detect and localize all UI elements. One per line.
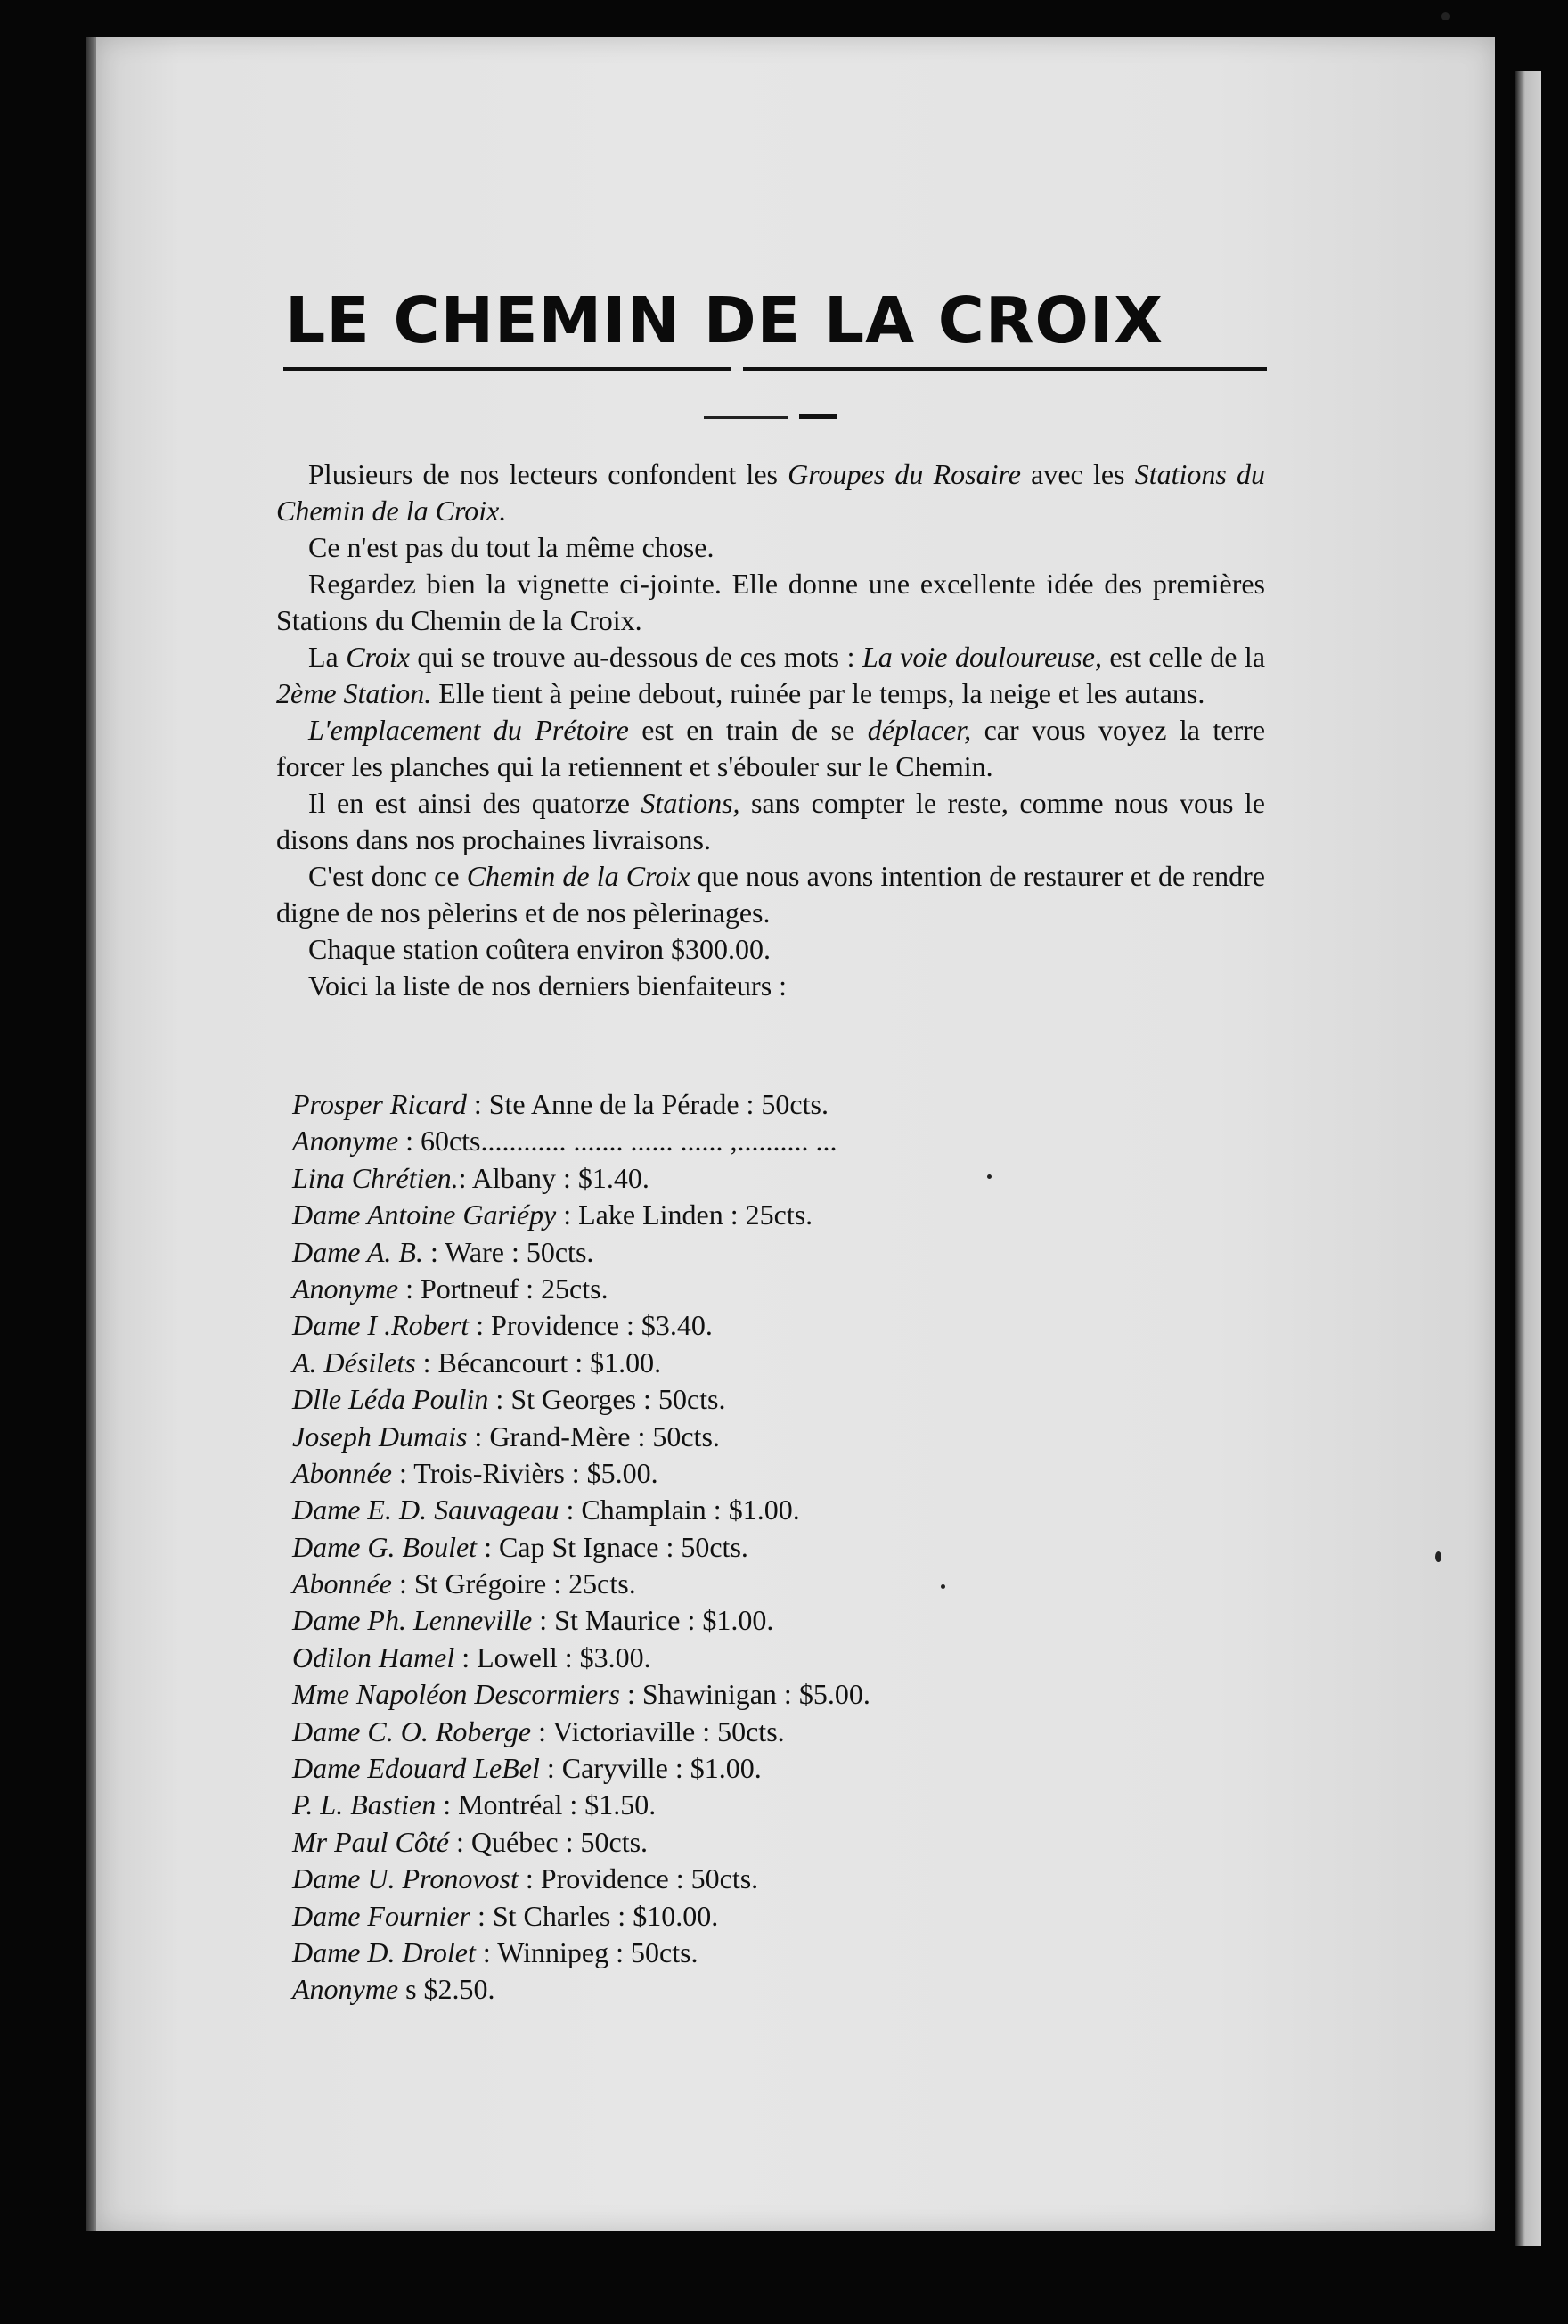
benefactor-place-amount: : Ste Anne de la Pérade : 50cts. [466, 1088, 829, 1120]
article-paragraph [276, 931, 1265, 968]
benefactor-row [292, 1345, 1272, 1381]
benefactor-row [292, 1455, 1272, 1492]
text-run: Regardez bien la vignette ci-jointe. Elle donne une excellente idée des premières Stations du Chemin de la Croix. [276, 568, 1265, 636]
benefactor-place-amount: : St Maurice : $1.00. [532, 1604, 774, 1637]
benefactor-place-amount: : Providence : 50cts. [518, 1862, 759, 1895]
benefactor-name: Dame E. D. Sauvageau [292, 1493, 559, 1526]
benefactor-name: Dame Antoine Gariépy [292, 1199, 557, 1232]
benefactor-place-amount: : Grand-Mère : 50cts. [467, 1420, 720, 1452]
benefactor-name: Mme Napoléon Descormiers [292, 1678, 620, 1711]
italic-phrase: Stations du Chemin de la Croix. [276, 458, 1266, 527]
benefactor-place-amount: : Albany : $1.40. [458, 1161, 649, 1194]
benefactor-row [292, 1935, 1272, 1971]
benefactor-name: Dame G. Boulet [292, 1530, 478, 1563]
benefactor-name: P. L. Bastien [292, 1788, 437, 1821]
section-divider-ornament [704, 414, 837, 420]
benefactor-name: Anonyme [292, 1272, 399, 1305]
benefactor-row [292, 1750, 1272, 1787]
article-body [276, 456, 1265, 1004]
benefactor-list [292, 1086, 1272, 2009]
benefactor-place-amount: : Trois-Rivièrs : $5.00. [391, 1456, 658, 1489]
benefactor-name: Abonnée [292, 1567, 392, 1600]
text-run: La [308, 641, 347, 673]
benefactor-place-amount: : Portneuf : 25cts. [398, 1272, 608, 1305]
benefactor-place-amount: : Victoriaville : 50cts. [531, 1714, 785, 1747]
text-run: est en train de se [628, 714, 868, 746]
benefactor-row [292, 1160, 1272, 1197]
benefactor-row [292, 1492, 1272, 1528]
text-run: est celle de la [1101, 641, 1266, 673]
text-run: qui se trouve au-dessous de ces mots : [409, 641, 862, 673]
benefactor-row [292, 1086, 1272, 1123]
benefactor-place-amount: : Lowell : $3.00. [454, 1641, 651, 1673]
text-run: Ce n'est pas du tout la même chose. [308, 531, 715, 563]
text-run: car vous voyez la terre forcer les planches qui la retiennent et s'ébouler sur le Chemin. [276, 714, 1266, 782]
benefactor-row [292, 1123, 1272, 1159]
benefactor-place-amount: : Providence : $3.40. [469, 1309, 713, 1342]
benefactor-name: Dame I .Robert [292, 1309, 470, 1342]
benefactor-name: Dame Fournier [292, 1899, 470, 1932]
benefactor-row [292, 1602, 1272, 1639]
benefactor-place-amount: : Montréal : $1.50. [436, 1788, 657, 1821]
benefactor-row [292, 1234, 1272, 1271]
benefactor-name: Dame Edouard LeBel [292, 1752, 540, 1785]
italic-phrase: déplacer, [867, 714, 972, 746]
benefactor-place-amount: : Lake Linden : 25cts. [556, 1199, 813, 1232]
benefactor-place-amount: : Bécancourt : $1.00. [415, 1346, 662, 1379]
benefactor-place-amount: : 60cts............ ....... ...... ...... ,.......... ... [398, 1125, 837, 1158]
text-run: Il en est ainsi des quatorze [308, 787, 641, 819]
benefactor-name: Dame Ph. Lenneville [292, 1604, 533, 1637]
benefactor-place-amount: : Québec : 50cts. [448, 1825, 649, 1858]
text-run: que nous avons intention de restaurer et de rendre digne de nos pèlerins et de nos pèlerinages. [276, 860, 1266, 929]
page-title: LE CHEMIN DE LA CROIX [285, 283, 1164, 357]
benefactor-place-amount: : Cap St Ignace : 50cts. [477, 1530, 748, 1563]
article-paragraph [276, 968, 1265, 1004]
benefactor-row [292, 1714, 1272, 1750]
italic-phrase: Groupes du Rosaire [788, 458, 1021, 490]
benefactor-place-amount: s $2.50. [398, 1973, 495, 2006]
title-underline [283, 367, 1267, 371]
title-underline-gap [731, 367, 743, 371]
benefactor-place-amount: : Shawinigan : $5.00. [619, 1678, 870, 1711]
benefactor-name: Dame D. Drolet [292, 1935, 476, 1968]
benefactor-row [292, 1381, 1272, 1418]
benefactor-name: Odilon Hamel [292, 1641, 455, 1673]
benefactor-row [292, 1861, 1272, 1897]
benefactor-row [292, 1640, 1272, 1676]
benefactor-row [292, 1197, 1272, 1233]
text-run: C'est donc ce [308, 860, 467, 892]
benefactor-place-amount: : Champlain : $1.00. [559, 1493, 800, 1526]
text-run: Voici la liste de nos derniers bienfaiteurs : [308, 970, 788, 1002]
text-run: Plusieurs de nos lecteurs confondent les [308, 458, 788, 490]
text-run: Elle tient à peine debout, ruinée par le temps, la neige et les autans. [431, 677, 1205, 709]
benefactor-row [292, 1787, 1272, 1823]
italic-phrase: L'emplacement du Prétoire [308, 714, 629, 746]
benefactor-row [292, 1566, 1272, 1602]
text-run: avec les [1020, 458, 1135, 490]
article-paragraph [276, 529, 1265, 566]
scan-speck [1435, 1551, 1441, 1562]
benefactor-name: Anonyme [292, 1973, 399, 2006]
benefactor-name: Dame U. Pronovost [292, 1862, 519, 1895]
benefactor-name: Lina Chrétien. [292, 1161, 459, 1194]
article-paragraph [276, 712, 1265, 785]
benefactor-name: A. Désilets [292, 1346, 416, 1379]
benefactor-row [292, 1898, 1272, 1935]
benefactor-row [292, 1419, 1272, 1455]
benefactor-row [292, 1307, 1272, 1344]
article-paragraph [276, 858, 1265, 931]
benefactor-place-amount: : St Georges : 50cts. [488, 1383, 726, 1416]
italic-phrase: La voie douloureuse, [862, 641, 1102, 673]
benefactor-row [292, 1971, 1272, 2008]
benefactor-name: Dlle Léda Poulin [292, 1383, 489, 1416]
benefactor-row [292, 1271, 1272, 1307]
benefactor-name: Joseph Dumais [292, 1420, 468, 1452]
benefactor-place-amount: : Caryville : $1.00. [539, 1752, 762, 1785]
article-paragraph [276, 785, 1265, 858]
italic-phrase: Chemin de la Croix [466, 860, 690, 892]
adjacent-page-edge [1515, 71, 1541, 2246]
article-paragraph [276, 566, 1265, 639]
benefactor-name: Prosper Ricard [292, 1088, 467, 1120]
benefactor-name: Mr Paul Côté [292, 1825, 449, 1858]
benefactor-name: Abonnée [292, 1456, 392, 1489]
divider-dash-long [704, 416, 788, 419]
benefactor-place-amount: : Winnipeg : 50cts. [475, 1935, 698, 1968]
text-run: sans compter le reste, comme nous vous le disons dans nos prochaines livraisons. [276, 787, 1266, 855]
italic-phrase: Stations, [641, 787, 740, 819]
benefactor-name: Dame A. B. [292, 1235, 423, 1268]
article-paragraph [276, 639, 1265, 712]
benefactor-row [292, 1529, 1272, 1566]
benefactor-place-amount: : St Grégoire : 25cts. [391, 1567, 636, 1600]
divider-dash-short [799, 414, 837, 419]
italic-phrase: Croix [346, 641, 410, 673]
article-paragraph [276, 456, 1265, 529]
benefactor-place-amount: : St Charles : $10.00. [470, 1899, 719, 1932]
scan-speck [941, 1584, 945, 1589]
benefactor-name: Dame C. O. Roberge [292, 1714, 532, 1747]
benefactor-place-amount: : Ware : 50cts. [422, 1235, 594, 1268]
italic-phrase: 2ème Station. [276, 677, 432, 709]
benefactor-row [292, 1824, 1272, 1861]
scan-speck [1441, 12, 1450, 20]
scan-speck [987, 1174, 992, 1179]
text-run: Chaque station coûtera environ $300.00. [308, 933, 771, 965]
benefactor-name: Anonyme [292, 1125, 399, 1158]
benefactor-row [292, 1676, 1272, 1713]
